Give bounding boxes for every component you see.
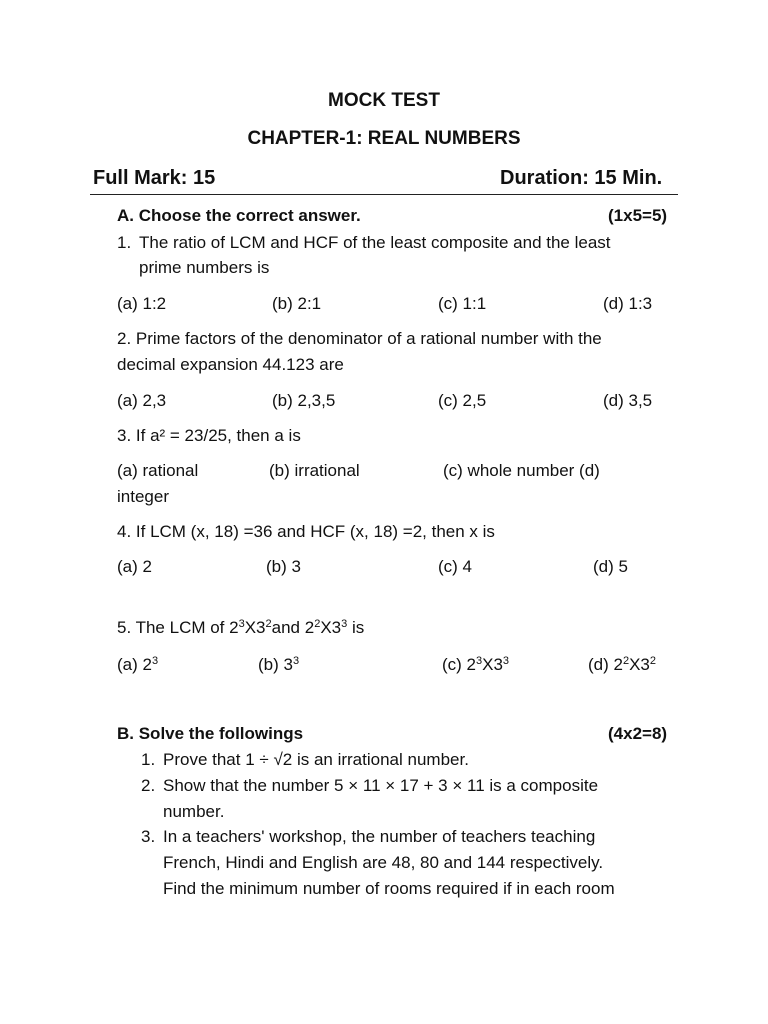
b-item-2-line2: number. xyxy=(163,802,225,821)
chapter-title: CHAPTER-1: REAL NUMBERS xyxy=(247,128,521,149)
q4-option-b: (b) 3 xyxy=(266,557,301,576)
q1-option-b: (b) 2:1 xyxy=(272,294,322,313)
section-a-marks: (1x5=5) xyxy=(608,206,668,225)
q5-option-c: (c) $2^3X3^3$ xyxy=(442,655,510,674)
q4-option-d: (d) 5 xyxy=(593,557,628,576)
q2-option-a: (a) 2,3 xyxy=(117,391,167,410)
q3-option-d-wrap: integer xyxy=(117,487,169,506)
header-divider xyxy=(90,194,678,195)
q4-option-c: (c) 4 xyxy=(438,557,472,576)
q1-number: 1. xyxy=(117,233,132,252)
b-item-3-line1: In a teachers' workshop, the number of teachers teaching xyxy=(163,827,596,846)
q3-option-b: (b) irrational xyxy=(269,461,360,480)
b-item-3-line3: Find the minimum number of rooms required if in each room xyxy=(163,879,615,898)
b-item-1-line1: Prove that 1 ÷ √2 is an irrational number. xyxy=(163,750,469,769)
b-item-1-number: 1. xyxy=(141,750,156,769)
section-b-marks: (4x2=8) xyxy=(608,724,668,743)
q5-option-a: (a) $2^3$ xyxy=(117,655,159,674)
q3-text: 3. If a² = 23/25, then a is xyxy=(117,426,301,445)
q5-option-b: (b) $3^3$ xyxy=(258,655,300,674)
q1-text-line2: prime numbers is xyxy=(139,258,270,277)
b-item-3-line2: French, Hindi and English are 48, 80 and 144 respectively. xyxy=(163,853,604,872)
section-b-heading: B. Solve the followings xyxy=(117,724,304,743)
q1-option-d: (d) 1:3 xyxy=(603,294,653,313)
page-title: MOCK TEST xyxy=(328,90,440,111)
duration: Duration: 15 Min. xyxy=(500,167,663,189)
q2-text-line2: decimal expansion 44.123 are xyxy=(117,355,344,374)
q2-option-d: (d) 3,5 xyxy=(603,391,653,410)
b-item-3-number: 3. xyxy=(141,827,156,846)
q3-option-c: (c) whole number (d) xyxy=(443,461,600,480)
q5-text: 5. The LCM of $2^3X3^2and$ $2^2X3^3$ is xyxy=(117,618,365,637)
b-item-2-line1: Show that the number 5 × 11 × 17 + 3 × 11 is a composite xyxy=(163,776,599,795)
q4-option-a: (a) 2 xyxy=(117,557,152,576)
q2-option-b: (b) 2,3,5 xyxy=(272,391,336,410)
q2-option-c: (c) 2,5 xyxy=(438,391,487,410)
full-mark: Full Mark: 15 xyxy=(93,167,216,189)
q1-option-a: (a) 1:2 xyxy=(117,294,167,313)
q1-text-line1: The ratio of LCM and HCF of the least composite and the least xyxy=(139,233,611,252)
q1-option-c: (c) 1:1 xyxy=(438,294,487,313)
q3-option-a: (a) rational xyxy=(117,461,199,480)
q4-text: 4. If LCM (x, 18) =36 and HCF (x, 18) =2, then x is xyxy=(117,522,495,541)
q2-text-line1: 2. Prime factors of the denominator of a rational number with the xyxy=(117,329,602,348)
section-a-heading: A. Choose the correct answer. xyxy=(117,206,361,225)
b-item-2-number: 2. xyxy=(141,776,156,795)
q5-option-d: (d) $2^2X3^2$ xyxy=(588,655,657,674)
